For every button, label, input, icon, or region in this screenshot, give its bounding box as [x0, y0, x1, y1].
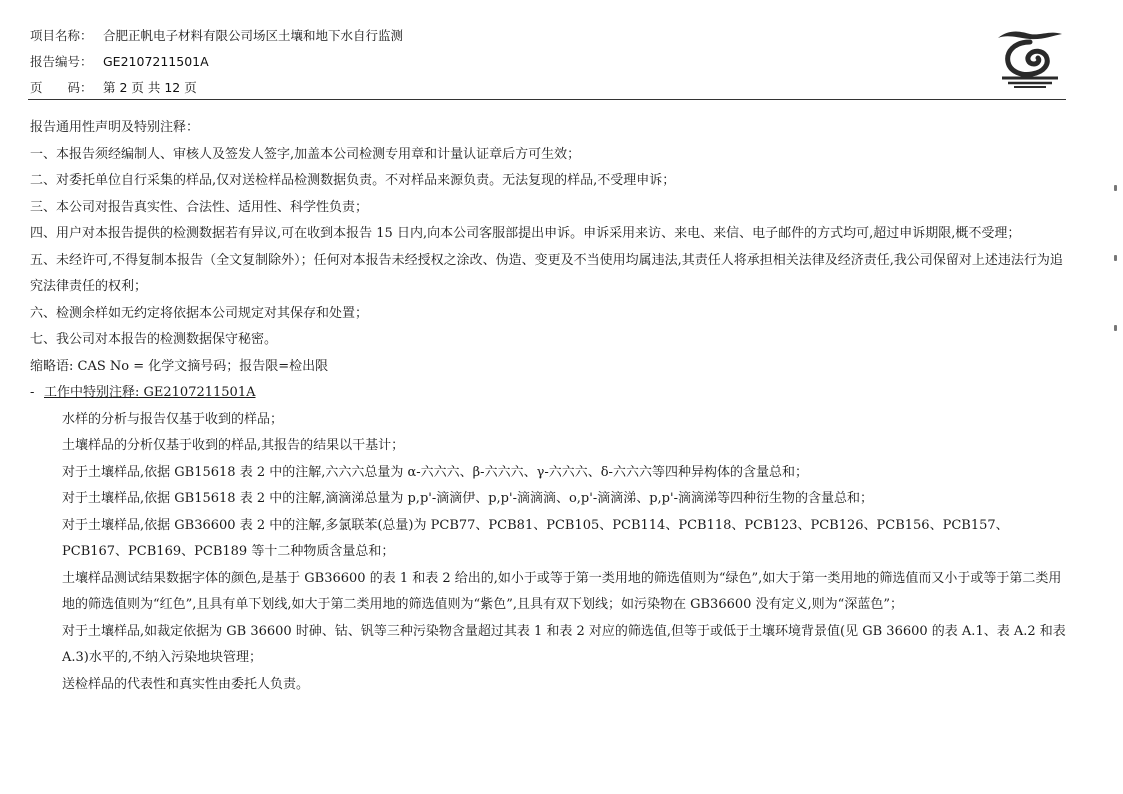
statement-item-4: 四、用户对本报告提供的检测数据若有异议,可在收到本报告 15 日内,向本公司客服部提出申诉。申诉采用来访、来电、来信、电子邮件的方式均可,超过申诉期限,概不受理； [30, 226, 1021, 241]
project-name: 合肥正帆电子材料有限公司场区土壤和地下水自行监测 [103, 28, 404, 43]
report-header [30, 22, 403, 100]
scan-speck [1114, 185, 1117, 191]
statement-item-3: 三、本公司对报告真实性、合法性、适用性、科学性负责； [30, 199, 369, 215]
scan-speck [1114, 325, 1117, 331]
report-body [30, 115, 1070, 698]
page-number: 第 2 页 共 12 页 [103, 80, 197, 95]
note-item-4: 对于土壤样品,依据 GB15618 表 2 中的注解,滴滴涕总量为 p,p'-滴滴伊、p,p'-滴滴滴、o,p'-滴滴涕、p,p'-滴滴涕等四种衍生物的含量总和； [62, 491, 873, 506]
company-logo-icon [990, 20, 1070, 90]
page-row [30, 74, 403, 100]
statement-title: 报告通用性声明及特别注释： [30, 120, 200, 135]
report-no-row [30, 48, 403, 74]
statement-item-7: 七、我公司对本报告的检测数据保守秘密。 [30, 332, 278, 347]
statement-item-1: 一、本报告须经编制人、审核人及签发人签字,加盖本公司检测专用章和计量认证章后方可生效； [30, 146, 581, 162]
statement-item-6: 六、检测余样如无约定将依据本公司规定对其保存和处置； [30, 305, 369, 321]
statement-item-5: 五、未经许可,不得复制本报告（全文复制除外）；任何对本报告未经授权之涂改、伪造、变更及不当使用均属违法,其责任人将承担相关法律及经济责任,我公司保留对上述违法行为追究法律责任的权利； [30, 252, 1063, 294]
note-item-6: 土壤样品测试结果数据字体的颜色,是基于 GB36600 的表 1 和表 2 给出的,如小于或等于第一类用地的筛选值则为“绿色”,如大于第一类用地的筛选值而又小于或等于第二类用地的筛选值则为“红色”,且具有单下划线,如大于第二类用地的筛选值则为“紫色”,且具有双下划线；如污染物在 GB36600 没有定义,则为“深蓝色”； [62, 570, 1062, 612]
note-item-2: 土壤样品的分析仅基于收到的样品,其报告的结果以干基计； [62, 438, 405, 453]
scan-speck [1114, 255, 1117, 261]
header-divider [28, 99, 1066, 100]
note-item-3: 对于土壤样品,依据 GB15618 表 2 中的注解,六六六总量为 α-六六六、β-六六六、γ-六六六、δ-六六六等四种异构体的含量总和； [62, 464, 808, 480]
project-row [30, 22, 403, 48]
statement-item-2: 二、对委托单位自行采集的样品,仅对送检样品检测数据负责。不对样品来源负责。无法复现的样品,不受理申诉； [30, 173, 676, 188]
note-item-8: 送检样品的代表性和真实性由委托人负责。 [62, 676, 310, 692]
report-no-label: 报告编号： [30, 54, 93, 69]
project-label: 项目名称： [30, 28, 93, 43]
special-notes-heading-row [30, 380, 1070, 407]
note-item-1: 水样的分析与报告仅基于收到的样品； [62, 411, 284, 427]
special-notes-heading: 工作中特别注释: GE2107211501A [44, 385, 256, 400]
note-item-7: 对于土壤样品,如裁定依据为 GB 36600 时砷、钴、钒等三种污染物含量超过其表 1 和表 2 对应的筛选值,但等于或低于土壤环境背景值(见 GB 36600 的表 A.1、表 A.2 和表 A.3)水平的,不纳入污染地块管理； [62, 623, 1066, 665]
note-item-5: 对于土壤样品,依据 GB36600 表 2 中的注解,多氯联苯(总量)为 PCB77、PCB81、PCB105、PCB114、PCB118、PCB123、PCB126、PCB156、PCB157、PCB167、PCB169、PCB189 等十二种物质含量总和； [62, 517, 1009, 559]
notes-bullet: - [30, 385, 35, 400]
report-no-value: GE2107211501A [103, 53, 209, 69]
page-label: 页 码： [30, 80, 93, 95]
abbreviation-line: 缩略语: CAS No = 化学文摘号码；报告限=检出限 [30, 358, 329, 374]
